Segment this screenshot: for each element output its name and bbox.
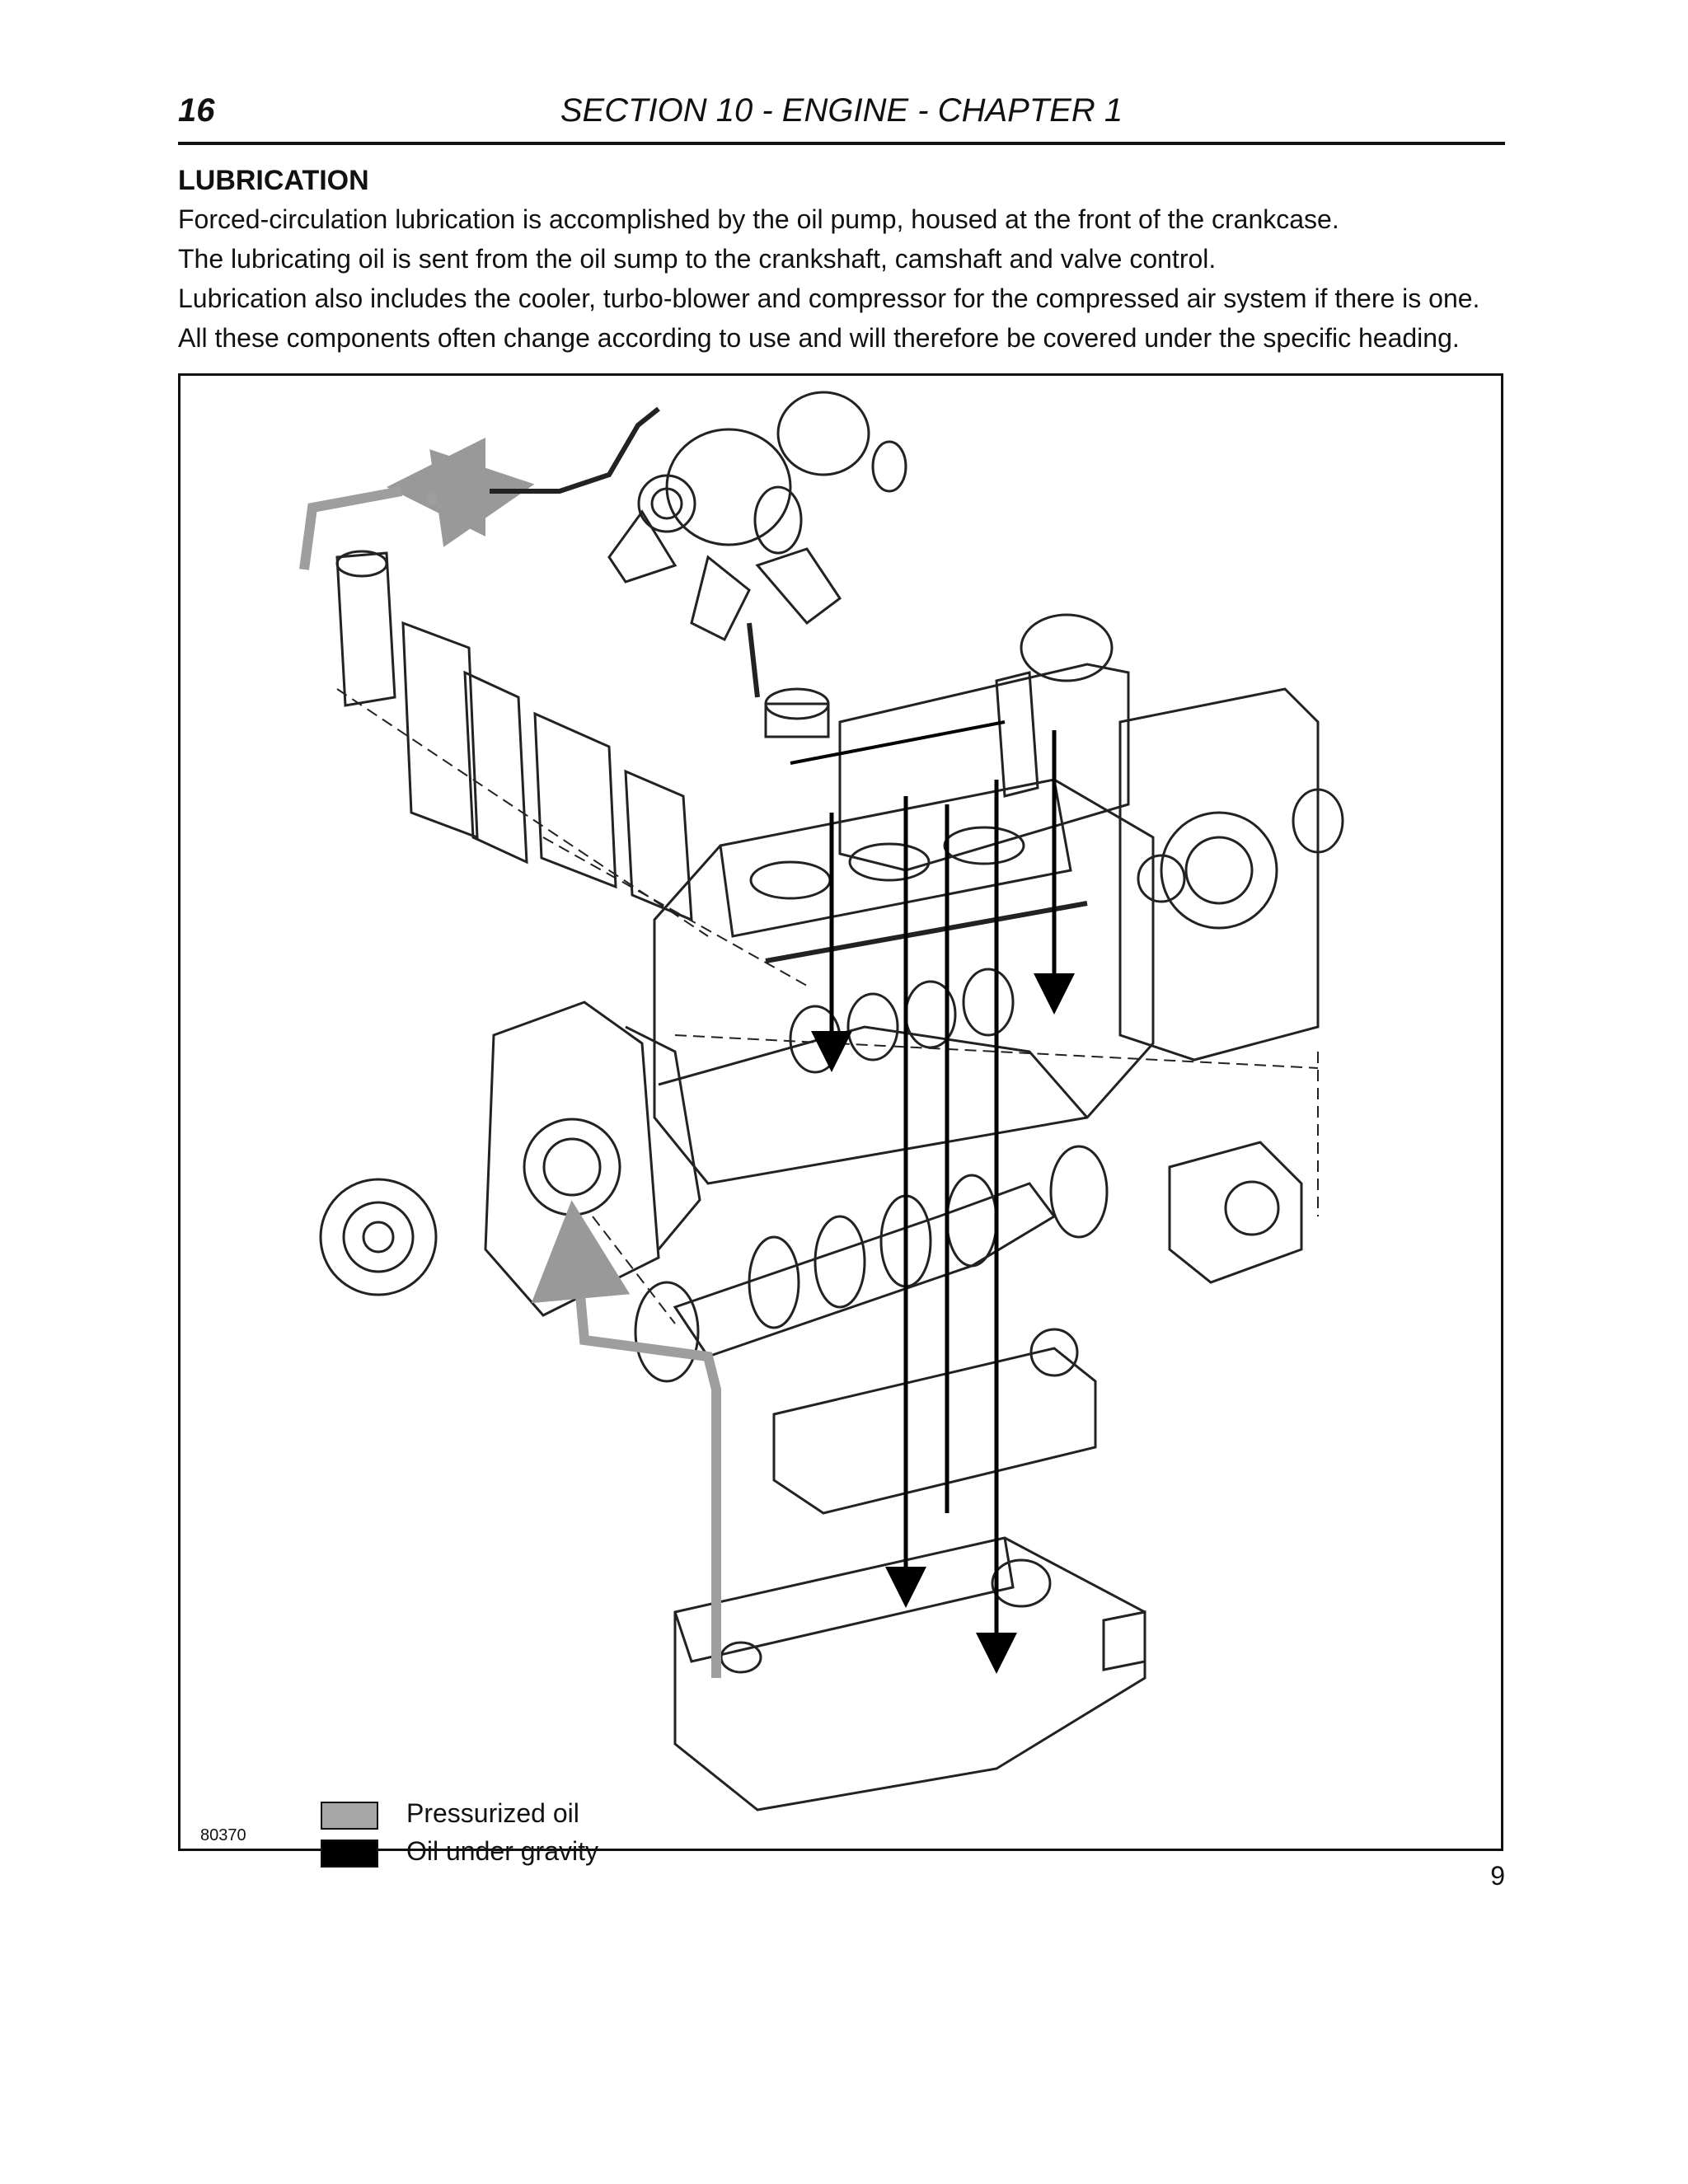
engine-exploded-diagram xyxy=(181,376,1501,1849)
lubrication-heading: LUBRICATION xyxy=(178,165,369,196)
turbocharger-drawing xyxy=(609,392,906,640)
legend-swatch-gravity xyxy=(321,1840,378,1868)
page-ref: 9 xyxy=(1490,1861,1505,1891)
oil-cooler-drawing xyxy=(337,551,692,920)
page-number: 16 xyxy=(178,92,215,129)
engine-lubrication-figure xyxy=(178,373,1503,1866)
legend-label-gravity: Oil under gravity xyxy=(406,1836,598,1866)
paragraph-1: Forced-circulation lubrication is accomplished by the oil pump, housed at the front of the crankcase. xyxy=(178,204,1339,234)
turbo-feed-pipe xyxy=(490,409,659,491)
section-title: SECTION 10 - ENGINE - CHAPTER 1 xyxy=(560,92,1123,129)
compressor-drawing xyxy=(1170,1142,1301,1282)
bedplate-drawing xyxy=(774,1329,1095,1513)
oil-sump-drawing xyxy=(675,1538,1145,1810)
page-header xyxy=(178,89,1505,145)
legend-label-pressurized: Pressurized oil xyxy=(406,1798,579,1828)
paragraph-4: All these components often change according to use and will therefore be covered under the specific heading. xyxy=(178,323,1460,353)
paragraph-3: Lubrication also includes the cooler, turbo-blower and compressor for the compressed air system if there is one. xyxy=(178,284,1480,313)
paragraph-2: The lubricating oil is sent from the oil sump to the crankshaft, camshaft and valve control. xyxy=(178,244,1217,274)
front-cover-drawing xyxy=(321,1002,700,1315)
turbo-return-pipe xyxy=(749,623,757,697)
legend-swatch-pressurized xyxy=(321,1802,378,1830)
figure-id: 80370 xyxy=(200,1826,246,1844)
